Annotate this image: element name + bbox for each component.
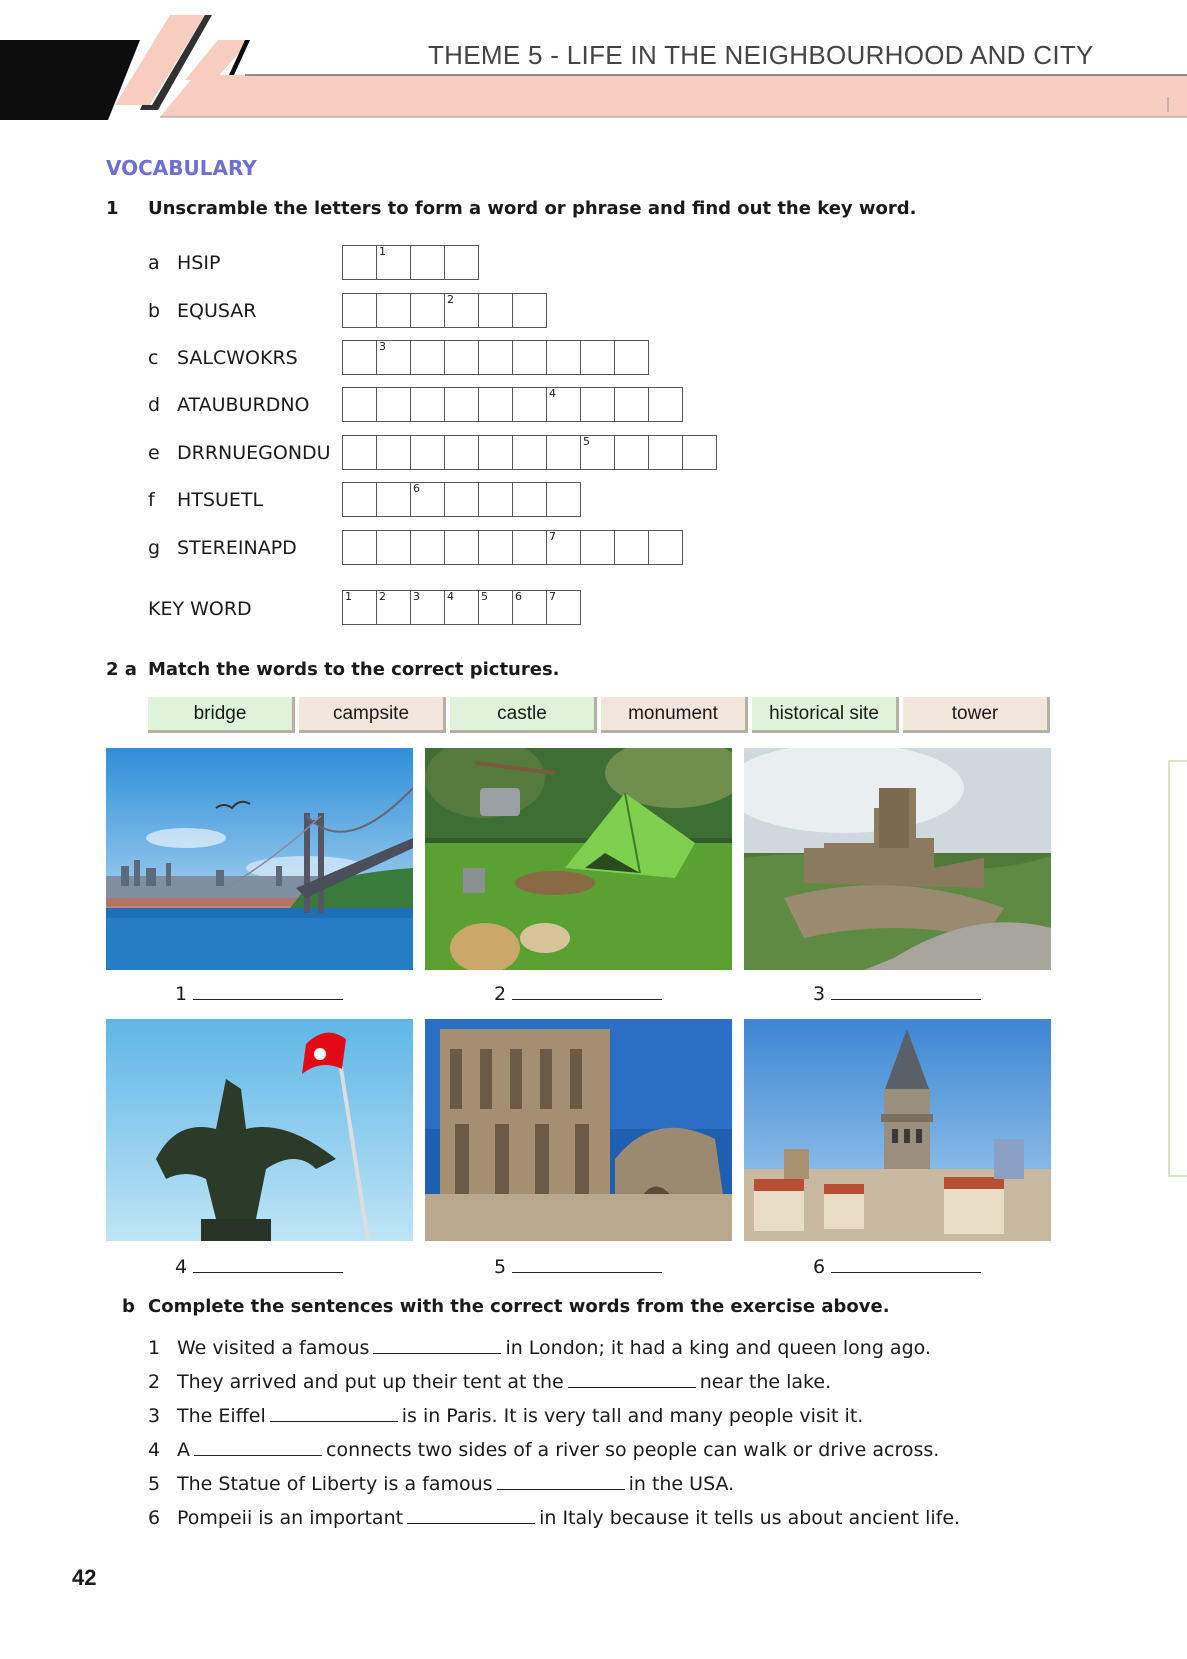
caption-1 — [175, 983, 343, 1005]
sentence-number: 2 — [148, 1371, 161, 1393]
keyword-cell[interactable] — [546, 590, 581, 625]
keyword-cell[interactable] — [512, 590, 547, 625]
letter-cell[interactable] — [512, 387, 547, 422]
letter-cell[interactable] — [648, 530, 683, 565]
letter-cell[interactable] — [410, 482, 445, 517]
letter-cell[interactable] — [512, 435, 547, 470]
letter-cell[interactable] — [614, 530, 649, 565]
sentence — [177, 1507, 960, 1529]
letter-cell[interactable] — [614, 435, 649, 470]
answer-blank[interactable] — [193, 983, 343, 1000]
keyword-label: KEY WORD — [148, 598, 252, 620]
letter-cell[interactable] — [546, 435, 581, 470]
letter-cell[interactable] — [512, 530, 547, 565]
caption-number: 3 — [813, 983, 826, 1005]
row-letter: d — [148, 394, 161, 416]
cell-marker: 7 — [549, 590, 556, 603]
sentence — [177, 1405, 863, 1427]
cell-marker: 3 — [413, 590, 420, 603]
letter-cell[interactable] — [376, 482, 411, 517]
letter-cell[interactable] — [342, 387, 377, 422]
letter-cell[interactable] — [342, 340, 377, 375]
letter-cell[interactable] — [512, 293, 547, 328]
scrambled-word: STEREINAPD — [177, 537, 297, 559]
letter-cell[interactable] — [444, 482, 479, 517]
letter-cell[interactable] — [410, 340, 445, 375]
caption-4 — [175, 1256, 343, 1278]
caption-number: 2 — [494, 983, 507, 1005]
letter-cell[interactable] — [342, 530, 377, 565]
letter-cell[interactable] — [342, 482, 377, 517]
sentence-text: They arrived and put up their tent at the — [177, 1371, 564, 1393]
letter-cell[interactable] — [444, 245, 479, 280]
letter-cell[interactable] — [342, 245, 377, 280]
letter-cell[interactable] — [580, 435, 615, 470]
caption-number: 1 — [175, 983, 188, 1005]
scrambled-word: EQUSAR — [177, 300, 257, 322]
exercise-2b-instruction: Complete the sentences with the correct words from the exercise above. — [148, 1296, 890, 1317]
sentence-text: We visited a famous — [177, 1337, 370, 1359]
margin-decoration — [1168, 760, 1187, 1177]
caption-6 — [813, 1256, 981, 1278]
word-bank-item: campsite — [299, 697, 446, 733]
letter-cell[interactable] — [478, 530, 513, 565]
letter-cell[interactable] — [376, 340, 411, 375]
sentence-text: in London; it had a king and queen long ago. — [505, 1337, 931, 1359]
caption-5 — [494, 1256, 662, 1278]
row-letter: a — [148, 252, 160, 274]
letter-cell[interactable] — [478, 482, 513, 517]
letter-cell[interactable] — [478, 387, 513, 422]
word-bank-item: tower — [903, 697, 1050, 733]
letter-cell[interactable] — [478, 435, 513, 470]
cell-marker: 1 — [345, 590, 352, 603]
answer-grid — [342, 530, 682, 565]
section-title: VOCABULARY — [106, 156, 257, 180]
letter-cell[interactable] — [410, 435, 445, 470]
word-bank-item: monument — [601, 697, 748, 733]
answer-grid — [342, 387, 682, 422]
letter-cell[interactable] — [614, 340, 649, 375]
sentence-text: The Eiffel — [177, 1405, 266, 1427]
cell-marker: 6 — [515, 590, 522, 603]
photo-historical-site — [425, 1019, 732, 1241]
caption-number: 4 — [175, 1256, 188, 1278]
row-letter: c — [148, 347, 159, 369]
sentence — [177, 1337, 931, 1359]
letter-cell[interactable] — [512, 340, 547, 375]
letter-cell[interactable] — [580, 530, 615, 565]
cell-marker: 2 — [447, 293, 454, 306]
sentence-blank[interactable] — [497, 1475, 625, 1490]
scrambled-word: HSIP — [177, 252, 221, 274]
letter-cell[interactable] — [512, 482, 547, 517]
letter-cell[interactable] — [410, 245, 445, 280]
cell-marker: 1 — [379, 245, 386, 258]
sentence — [177, 1371, 831, 1393]
letter-cell[interactable] — [342, 293, 377, 328]
keyword-cell[interactable] — [410, 590, 445, 625]
answer-blank[interactable] — [512, 983, 662, 1000]
letter-cell[interactable] — [546, 530, 581, 565]
letter-cell[interactable] — [444, 387, 479, 422]
letter-cell[interactable] — [376, 530, 411, 565]
sentence-text: near the lake. — [699, 1371, 832, 1393]
word-bank-item: castle — [450, 697, 597, 733]
sentence-blank[interactable] — [568, 1373, 696, 1388]
row-letter: e — [148, 442, 160, 464]
letter-cell[interactable] — [580, 340, 615, 375]
cell-marker: 2 — [379, 590, 386, 603]
letter-cell[interactable] — [546, 340, 581, 375]
answer-blank[interactable] — [831, 983, 981, 1000]
caption-3 — [813, 983, 981, 1005]
word-bank — [148, 697, 1050, 733]
photo-bridge — [106, 748, 413, 970]
sentence-number: 1 — [148, 1337, 161, 1359]
letter-cell[interactable] — [376, 387, 411, 422]
letter-cell[interactable] — [376, 293, 411, 328]
letter-cell[interactable] — [648, 387, 683, 422]
keyword-cell[interactable] — [478, 590, 513, 625]
sentence — [177, 1439, 939, 1461]
row-letter: g — [148, 537, 161, 559]
letter-cell[interactable] — [376, 245, 411, 280]
cell-marker: 5 — [583, 435, 590, 448]
row-letter: b — [148, 300, 161, 322]
scrambled-word: ATAUBURDNO — [177, 394, 310, 416]
sentence-text: connects two sides of a river so people can walk or drive across. — [326, 1439, 940, 1461]
word-bank-item: historical site — [752, 697, 899, 733]
exercise-2a-number: 2 a — [106, 659, 137, 680]
caption-number: 6 — [813, 1256, 826, 1278]
letter-cell[interactable] — [546, 387, 581, 422]
answer-grid — [342, 435, 716, 470]
row-letter: f — [148, 489, 155, 511]
letter-cell[interactable] — [478, 340, 513, 375]
letter-cell[interactable] — [342, 435, 377, 470]
keyword-cell[interactable] — [444, 590, 479, 625]
cell-marker: 5 — [481, 590, 488, 603]
sentence-text: in the USA. — [628, 1473, 735, 1495]
letter-cell[interactable] — [410, 530, 445, 565]
letter-cell[interactable] — [682, 435, 717, 470]
keyword-cell[interactable] — [376, 590, 411, 625]
sentence-blank[interactable] — [373, 1339, 501, 1354]
caption-number: 5 — [494, 1256, 507, 1278]
cell-marker: 4 — [447, 590, 454, 603]
sentence — [177, 1473, 734, 1495]
cell-marker: 3 — [379, 340, 386, 353]
answer-blank[interactable] — [193, 1256, 343, 1273]
letter-cell[interactable] — [444, 340, 479, 375]
sentence-text: in Italy because it tells us about ancient life. — [539, 1507, 961, 1529]
photo-castle — [744, 748, 1051, 970]
letter-cell[interactable] — [410, 387, 445, 422]
photo-tower — [744, 1019, 1051, 1241]
letter-cell[interactable] — [546, 482, 581, 517]
scrambled-word: SALCWOKRS — [177, 347, 298, 369]
cell-marker: 4 — [549, 387, 556, 400]
caption-2 — [494, 983, 662, 1005]
answer-grid — [342, 245, 478, 280]
answer-grid — [342, 340, 648, 375]
sentence-blank[interactable] — [407, 1509, 535, 1524]
sentence-number: 6 — [148, 1507, 161, 1529]
page-number: 42 — [72, 1565, 97, 1590]
letter-cell[interactable] — [444, 293, 479, 328]
keyword-grid — [342, 590, 580, 625]
letter-cell[interactable] — [580, 387, 615, 422]
photo-campsite — [425, 748, 732, 970]
exercise-2a-instruction: Match the words to the correct pictures. — [148, 659, 560, 680]
letter-cell[interactable] — [648, 435, 683, 470]
letter-cell[interactable] — [444, 530, 479, 565]
letter-cell[interactable] — [410, 293, 445, 328]
keyword-cell[interactable] — [342, 590, 377, 625]
page-header — [0, 0, 1187, 125]
sentence-number: 4 — [148, 1439, 161, 1461]
letter-cell[interactable] — [444, 435, 479, 470]
sentence-text: is in Paris. It is very tall and many people visit it. — [401, 1405, 864, 1427]
answer-blank[interactable] — [512, 1256, 662, 1273]
letter-cell[interactable] — [478, 293, 513, 328]
exercise-1-number: 1 — [106, 198, 119, 219]
word-bank-item: bridge — [148, 697, 295, 733]
theme-title: THEME 5 - LIFE IN THE NEIGHBOURHOOD AND CITY — [428, 40, 1094, 70]
sentence-text: The Statue of Liberty is a famous — [177, 1473, 493, 1495]
photo-monument — [106, 1019, 413, 1241]
answer-grid — [342, 482, 580, 517]
cell-marker: 6 — [413, 482, 420, 495]
answer-blank[interactable] — [831, 1256, 981, 1273]
exercise-1-instruction: Unscramble the letters to form a word or phrase and find out the key word. — [148, 198, 917, 219]
sentence-text: A — [177, 1439, 190, 1461]
exercise-2b-number: b — [122, 1296, 135, 1317]
scrambled-word: DRRNUEGONDU — [177, 442, 331, 464]
scrambled-word: HTSUETL — [177, 489, 264, 511]
letter-cell[interactable] — [614, 387, 649, 422]
sentence-blank[interactable] — [270, 1407, 398, 1422]
cell-marker: 7 — [549, 530, 556, 543]
sentence-number: 5 — [148, 1473, 161, 1495]
letter-cell[interactable] — [376, 435, 411, 470]
sentence-blank[interactable] — [194, 1441, 322, 1456]
sentence-number: 3 — [148, 1405, 161, 1427]
answer-grid — [342, 293, 546, 328]
sentence-text: Pompeii is an important — [177, 1507, 404, 1529]
